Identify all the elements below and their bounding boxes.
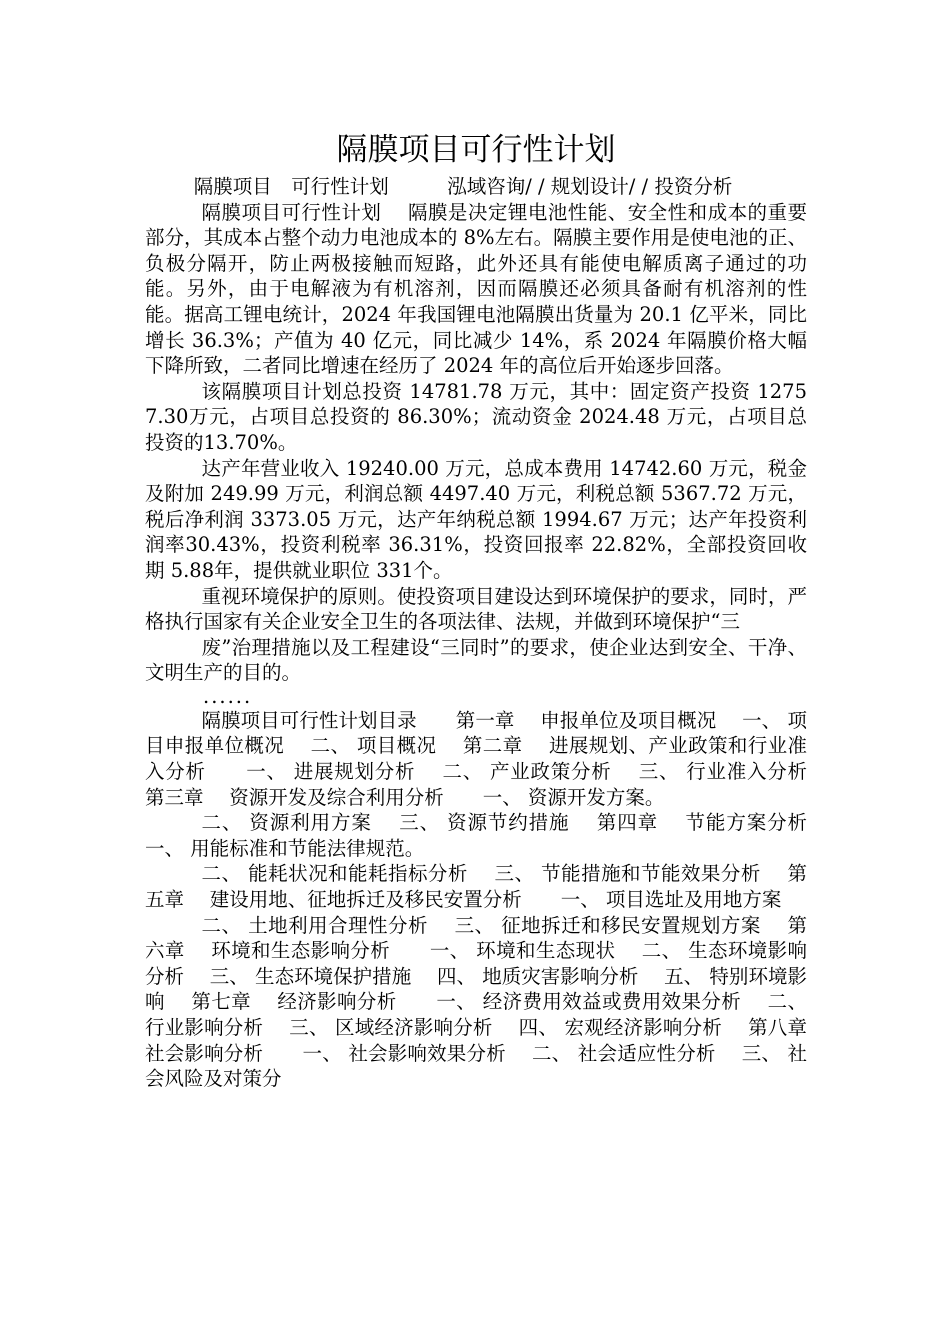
subtitle-line: 隔膜项目 可行性计划 泓域咨询/ / 规划设计/ / 投资分析 (193, 175, 733, 198)
ellipsis: ...... (203, 684, 253, 708)
environment-paragraph-continued: 废”治理措施以及工程建设“三同时”的要求，使企业达到安全、干净、文明生产的目的。 (145, 635, 807, 685)
document-title: 隔膜项目可行性计划 (336, 132, 616, 168)
toc-paragraph: 二、 资源利用方案 三、 资源节约措施 第四章 节能方案分析 一、 用能标准和节能法律规范。 (145, 811, 847, 860)
toc-paragraph: 隔膜项目可行性计划目录 第一章 申报单位及项目概况 一、 项目申报单位概况 二、 项目概况 第二章 进展规划、产业政策和行业准入分析 一、 进展规划分析 二、 产业政策分析 三、 行业准入分析 第三章 资源开发及综合利用分析 一、 资源开发方案。 (145, 708, 833, 809)
intro-paragraph: 隔膜项目可行性计划 隔膜是决定锂电池性能、安全性和成本的重要部分，其成本占整个动力电池成本的 8%左右。隔膜主要作用是使电池的正、负极分隔开，防止两极接触而短路，此外还具有能使电解质离子通过的功能。另外，由于电解液为有机溶剂，因而隔膜还必须具备耐有机溶剂的性能。据高工锂电统计，2024 年我国锂电池隔膜出货量为 20.1 亿平米，同比增长 36.3%；产值为 40 亿元，同比减少 14%，系 2024 年隔膜价格大幅下降所致，二者同比增速在经历了 2024 年的高位后开始逐步回落。 (145, 200, 807, 378)
toc-paragraph: 二、 能耗状况和能耗指标分析 三、 节能措施和节能效果分析 第五章 建设用地、征地拆迁及移民安置分析 一、 项目选址及用地方案 (145, 862, 807, 912)
toc-paragraph: 二、 土地利用合理性分析 三、 征地拆迁和移民安置规划方案 第六章 环境和生态影响分析 一、 环境和生态现状 二、 生态环境影响分析 三、 生态环境保护措施 四、 地质灾害影响分析 五、 特别环境影响 第七章 经济影响分析 一、 经济费用效益或费用效果分析 二、 行业影响分析 三、 区域经济影响分析 四、 宏观经济影响分析 第八章 社会影响分析 一、 社会影响效果分析 二、 社会适应性分析 三、 社会风险及对策分 (145, 913, 833, 1091)
environment-paragraph: 重视环境保护的原则。使投资项目建设达到环境保护的要求，同时，严格执行国家有关企业安全卫生的各项法律、法规，并做到环境保护“三 (145, 584, 807, 634)
investment-paragraph: 该隔膜项目计划总投资 14781.78 万元，其中：固定资产投资 12757.30万元，占项目总投资的 86.30%；流动资金 2024.48 万元，占项目总投资的13.70%。 (145, 379, 807, 454)
document-page (145, 128, 847, 1092)
revenue-paragraph: 达产年营业收入 19240.00 万元，总成本费用 14742.60 万元，税金及附加 249.99 万元，利润总额 4497.40 万元，利税总额 5367.72 万元，税后净利润 3373.05 万元，达产年纳税总额 1994.67 万元；达产年投资利润率30.43%，投资利税率 36.31%，投资回报率 22.82%，全部投资回收期 5.88年，提供就业职位 331个。 (145, 456, 807, 582)
